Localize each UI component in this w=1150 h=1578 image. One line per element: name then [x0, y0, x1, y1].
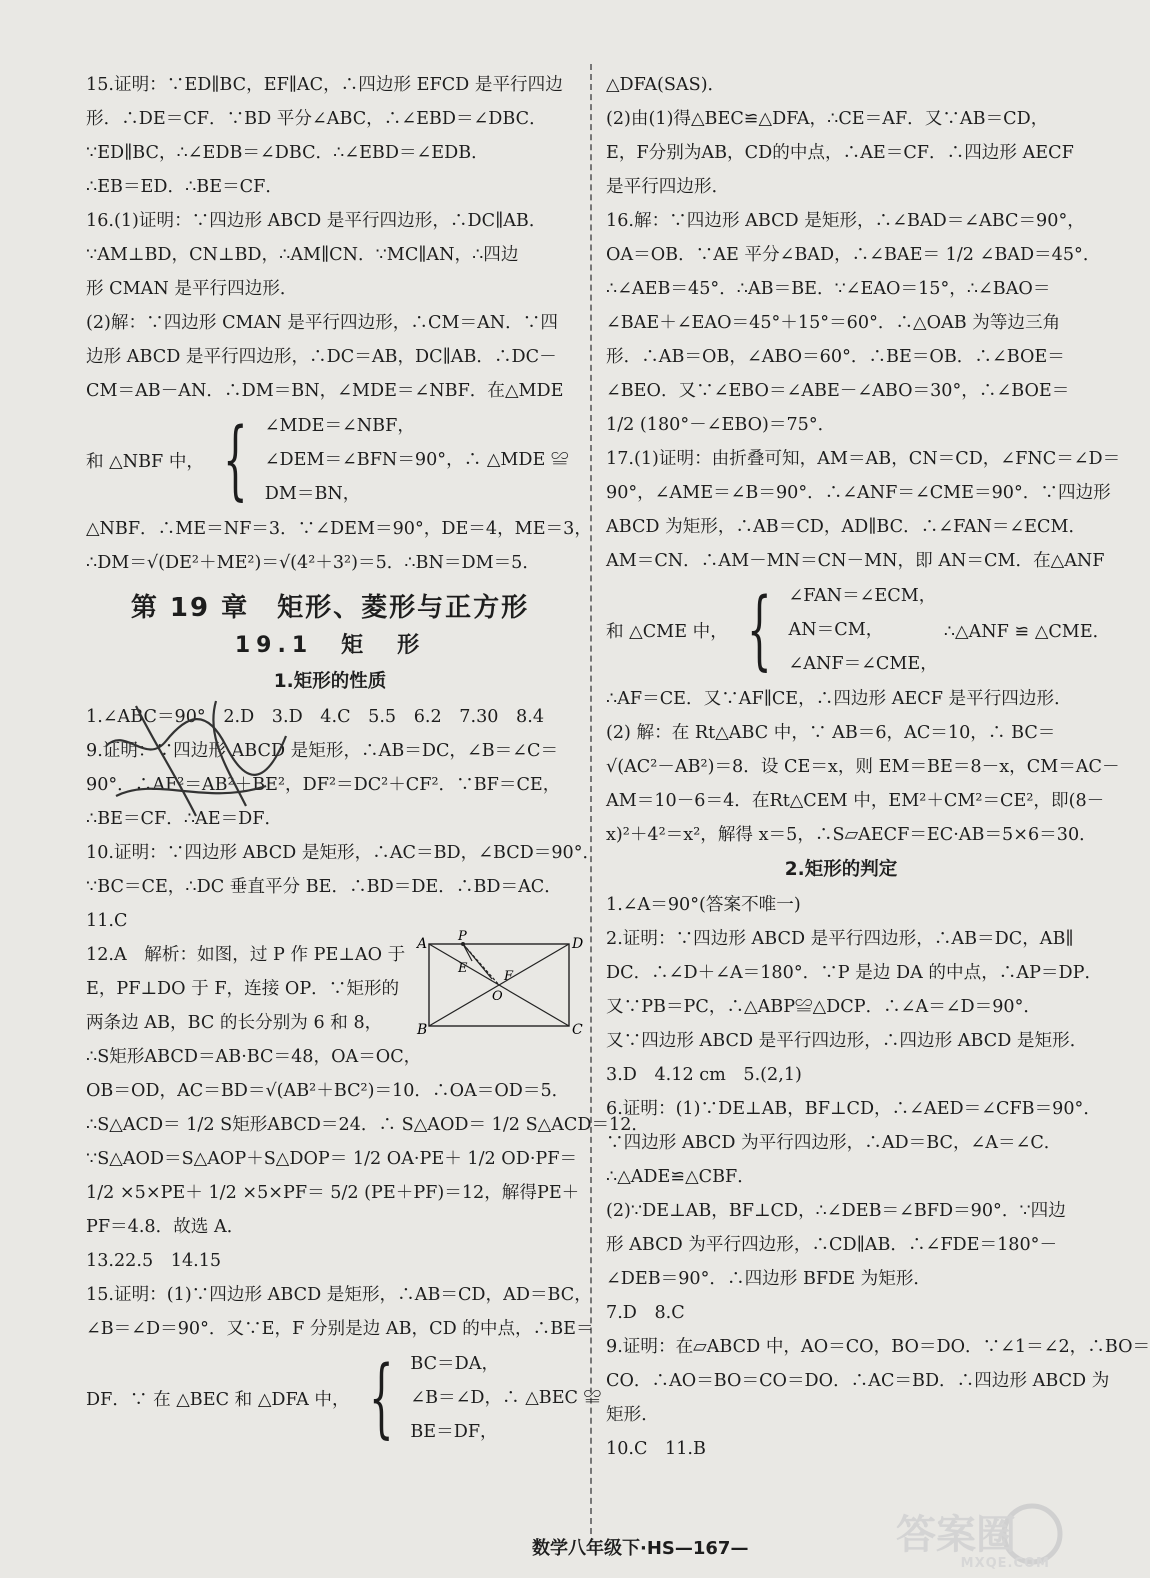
text-line: ABCD 为矩形，∴AB＝CD，AD∥BC．∴∠FAN＝∠ECM．: [606, 517, 1087, 537]
text-line: (2) 解：在 Rt△ABC 中，∵ AB＝6，AC＝10，∴ BC＝: [606, 723, 1056, 743]
text-line: 7.D 8.C: [606, 1303, 685, 1323]
text-line: 是平行四边形．: [606, 177, 730, 197]
text-line: 10.证明：∵四边形 ABCD 是矩形，∴AC＝BD，∠BCD＝90°．: [86, 843, 601, 863]
text-line: (2)由(1)得△BEC≌△DFA，∴CE＝AF．又∵AB＝CD，: [606, 109, 1049, 129]
brace-lines: [789, 579, 938, 681]
label-o: O: [492, 989, 503, 1004]
text-line: E，F分别为AB，CD的中点，∴AE＝CF．∴四边形 AECF: [606, 143, 1074, 163]
brace-conclusion: ∴△ANF ≌ △CME．: [943, 621, 1111, 642]
text-line: ∴EB＝ED．∴BE＝CF．: [86, 177, 283, 197]
watermark-url: MXQE.COM: [960, 1556, 1050, 1571]
text-line: (2)解：∵四边形 CMAN 是平行四边形，∴CM＝AN．∵四: [86, 313, 558, 333]
scribble-stroke: [116, 786, 266, 796]
text-line: △NBF．∴ME＝NF＝3．∵∠DEM＝90°，DE＝4，ME＝3，: [86, 519, 592, 539]
brace-icon: {: [223, 410, 248, 510]
brace-line: BC＝DA，: [410, 1354, 500, 1374]
brace-line: ∠ANF＝∠CME，: [788, 654, 938, 674]
brace-line: ∠B＝∠D，∴ △BEC ≌: [410, 1388, 602, 1408]
left-block-b: [86, 512, 592, 580]
label-b: B: [417, 1022, 428, 1038]
text-line: 10.C 11.B: [606, 1439, 706, 1459]
text-line: 1/2 ×5×PE＋ 1/2 ×5×PF＝ 5/2 (PE＋PF)＝12，解得PE＋: [86, 1183, 580, 1203]
section-title: 19.1 矩 形: [234, 633, 426, 658]
text-line: AM＝CN．∴AM－MN＝CN－MN，即 AN＝CM．在△ANF: [606, 551, 1105, 571]
text-line: ∵ED∥BC，∴∠EDB＝∠DBC．∴∠EBD＝∠EDB．: [86, 143, 489, 163]
text-line: 17.(1)证明：由折叠可知，AM＝AB，CN＝CD，∠FNC＝∠D＝: [606, 449, 1121, 469]
text-line: ∴S矩形ABCD＝AB·BC＝48，OA＝OC，: [86, 1047, 422, 1067]
left-block-a: [86, 68, 574, 408]
text-line: 12.A 解析：如图，过 P 作 PE⊥AO 于: [86, 945, 406, 965]
text-line: 9.证明：∵四边形 ABCD 是矩形，∴AB＝DC，∠B＝∠C＝: [86, 741, 559, 761]
text-line: 16.(1)证明：∵四边形 ABCD 是平行四边形，∴DC∥AB．: [86, 211, 547, 231]
brace-lead: 和 △CME 中，: [606, 621, 728, 642]
brace-system-anf: [606, 578, 1111, 682]
scribble-stroke: [106, 719, 286, 775]
brace-line: ∠MDE＝∠NBF，: [264, 416, 415, 436]
column-divider: [590, 64, 592, 1534]
text-line: 形 ABCD 为平行四边形，∴CD∥AB．∴∠FDE＝180°－: [606, 1235, 1058, 1255]
label-c: C: [572, 1022, 583, 1038]
brace-icon: {: [746, 580, 772, 680]
text-line: ∴∠AEB＝45°．∴AB＝BE．∵∠EAO＝15°，∴∠BAO＝: [606, 279, 1051, 299]
text-line: √(AC²－AB²)＝8．设 CE＝x，则 EM＝BE＝8－x，CM＝AC－: [606, 757, 1120, 777]
text-line: ∵四边形 ABCD 为平行四边形，∴AD＝BC，∠A＝∠C．: [606, 1133, 1062, 1153]
brace-system-mde: [86, 408, 574, 512]
text-line: ∴AF＝CE．又∵AF∥CE，∴四边形 AECF 是平行四边形．: [606, 689, 1072, 709]
text-line: 9.证明：在▱ABCD 中，AO＝CO，BO＝DO．∵∠1＝∠2，∴BO＝: [606, 1337, 1150, 1357]
text-line: ∵BC＝CE，∴DC 垂直平分 BE．∴BD＝DE．∴BD＝AC．: [86, 877, 562, 897]
text-line: 1.∠A＝90°(答案不唯一): [606, 895, 801, 915]
text-line: ∠B＝∠D＝90°．又∵E，F 分别是边 AB，CD 的中点，∴BE＝: [86, 1319, 594, 1339]
text-line: 6.证明：(1)∵DE⊥AB，BF⊥CD，∴∠AED＝∠CFB＝90°．: [606, 1099, 1101, 1119]
label-p: P: [458, 929, 467, 944]
text-line: △DFA(SAS)．: [606, 75, 726, 95]
text-line: 3.D 4.12 cm 5.(2,1): [606, 1065, 802, 1085]
text-line: ∠DEB＝90°．∴四边形 BFDE 为矩形．: [606, 1269, 932, 1289]
brace-lines: [410, 1347, 601, 1449]
label-d: D: [572, 936, 584, 952]
text-line: 13.22.5 14.15: [86, 1251, 222, 1271]
brace-system-bec: [86, 1346, 602, 1450]
text-line: x)²＋4²＝x²，解得 x＝5，∴S▱AECF＝EC·AB＝5×6＝30．: [606, 825, 1097, 845]
text-line: 1/2 (180°－∠EBO)＝75°．: [606, 415, 836, 435]
brace-line: AN＝CM，: [788, 620, 884, 640]
page-footer: 数学八年级下·HS—167—: [532, 1538, 749, 1559]
text-line: 90°．∴AF²＝AB²＋BE²，DF²＝DC²＋CF²．∵BF＝CE，: [86, 775, 561, 795]
watermark-logo-text: 答案圈: [896, 1512, 1016, 1558]
text-line: ∴DM＝√(DE²＋ME²)＝√(4²＋3²)＝5．∴BN＝DM＝5．: [86, 553, 540, 573]
text-line: OB＝OD，AC＝BD＝√(AB²＋BC²)＝10．∴OA＝OD＝5．: [86, 1081, 570, 1101]
text-line: 1.∠ABC＝90° 2.D 3.D 4.C 5.5 6.2 7.30 8.4: [86, 707, 545, 727]
brace-lead: DF．∵ 在 △BEC 和 △DFA 中，: [86, 1389, 350, 1410]
brace-line: ∠DEM＝∠BFN＝90°，∴ △MDE ≌: [264, 450, 569, 470]
text-line: 形 CMAN 是平行四边形．: [86, 279, 298, 299]
text-line: 16.解：∵四边形 ABCD 是矩形，∴∠BAD＝∠ABC＝90°，: [606, 211, 1085, 231]
label-a: A: [417, 936, 428, 952]
handwriting-scribble: [96, 686, 306, 836]
subsection-title: 1.矩形的性质: [273, 671, 387, 692]
brace-lines: [265, 409, 569, 511]
text-line: OA＝OB．∵AE 平分∠BAD，∴∠BAE＝ 1/2 ∠BAD＝45°．: [606, 245, 1101, 265]
text-line: 11.C: [86, 911, 128, 931]
text-line: ∵S△AOD＝S△AOP＋S△DOP＝ 1/2 OA·PE＋ 1/2 OD·PF＝: [86, 1149, 578, 1169]
right-block-a: [606, 68, 1121, 578]
text-line: 2.证明：∵四边形 ABCD 是平行四边形，∴AB＝DC，AB∥: [606, 929, 1074, 949]
text-line: PF＝4.8．故选 A．: [86, 1217, 245, 1237]
text-line: (2)∵DE⊥AB，BF⊥CD，∴∠DEB＝∠BFD＝90°．∵四边: [606, 1201, 1066, 1221]
text-line: 15.证明：(1)∵四边形 ABCD 是矩形，∴AB＝CD，AD＝BC，: [86, 1285, 592, 1305]
brace-line: BE＝DF，: [410, 1422, 498, 1442]
text-line: ∴BE＝CF．∴AE＝DF．: [86, 809, 283, 829]
right-block-c: [606, 888, 1150, 1466]
brace-icon: {: [368, 1348, 394, 1448]
right-column: [606, 68, 1150, 1466]
text-line: AM＝10－6＝4．在Rt△CEM 中，EM²＋CM²＝CE²，即(8－: [606, 791, 1105, 811]
text-line: 90°，∠AME＝∠B＝90°．∴∠ANF＝∠CME＝90°．∵四边形: [606, 483, 1111, 503]
label-f: F: [504, 969, 514, 984]
text-line: ∠BAE＋∠EAO＝45°＋15°＝60°．∴△OAB 为等边三角: [606, 313, 1061, 333]
text-line: 形．∴DE＝CF．∵BD 平分∠ABC，∴∠EBD＝∠DBC．: [86, 109, 547, 129]
text-line: 边形 ABCD 是平行四边形，∴DC＝AB，DC∥AB．∴DC－: [86, 347, 557, 367]
chapter-title: 第 19 章 矩形、菱形与正方形: [130, 593, 530, 623]
brace-line: DM＝BN，: [264, 484, 361, 504]
brace-lead: 和 △NBF 中，: [86, 451, 205, 472]
text-line: ∵AM⊥BD，CN⊥BD，∴AM∥CN．∵MC∥AN，∴四边: [86, 245, 519, 265]
text-line: 又∵PB＝PC，∴△ABP≌△DCP．∴∠A＝∠D＝90°．: [606, 997, 1042, 1017]
text-line: 形．∴AB＝OB，∠ABO＝60°．∴BE＝OB．∴∠BOE＝: [606, 347, 1065, 367]
text-line: DC．∴∠D＋∠A＝180°．∵P 是边 DA 的中点，∴AP＝DP．: [606, 963, 1103, 983]
text-line: ∴S△ACD＝ 1/2 S矩形ABCD＝24．∴ S△AOD＝ 1/2 S△ACD＝12．: [86, 1115, 650, 1135]
text-line: 两条边 AB，BC 的长分别为 6 和 8，: [86, 1013, 383, 1033]
text-line: 15.证明：∵ED∥BC，EF∥AC，∴四边形 EFCD 是平行四边: [86, 75, 563, 95]
brace-line: ∠FAN＝∠ECM，: [788, 586, 937, 606]
label-e: E: [458, 961, 468, 976]
right-block-b: [606, 682, 1120, 852]
text-line: CO．∴AO＝BO＝CO＝DO．∴AC＝BD．∴四边形 ABCD 为: [606, 1371, 1110, 1391]
rectangle-figure: [414, 929, 584, 1040]
text-line: E，PF⊥DO 于 F，连接 OP．∵矩形的: [86, 979, 400, 999]
text-line: 又∵四边形 ABCD 是平行四边形，∴四边形 ABCD 是矩形．: [606, 1031, 1088, 1051]
text-line: ∴△ADE≌△CBF．: [606, 1167, 755, 1187]
text-line: 矩形．: [606, 1405, 659, 1425]
text-line: CM＝AB－AN．∴DM＝BN，∠MDE＝∠NBF．在△MDE: [86, 381, 564, 401]
subsection-title: 2.矩形的判定: [784, 859, 898, 880]
text-line: ∠BEO．又∵∠EBO＝∠ABE－∠ABO＝30°，∴∠BOE＝: [606, 381, 1070, 401]
